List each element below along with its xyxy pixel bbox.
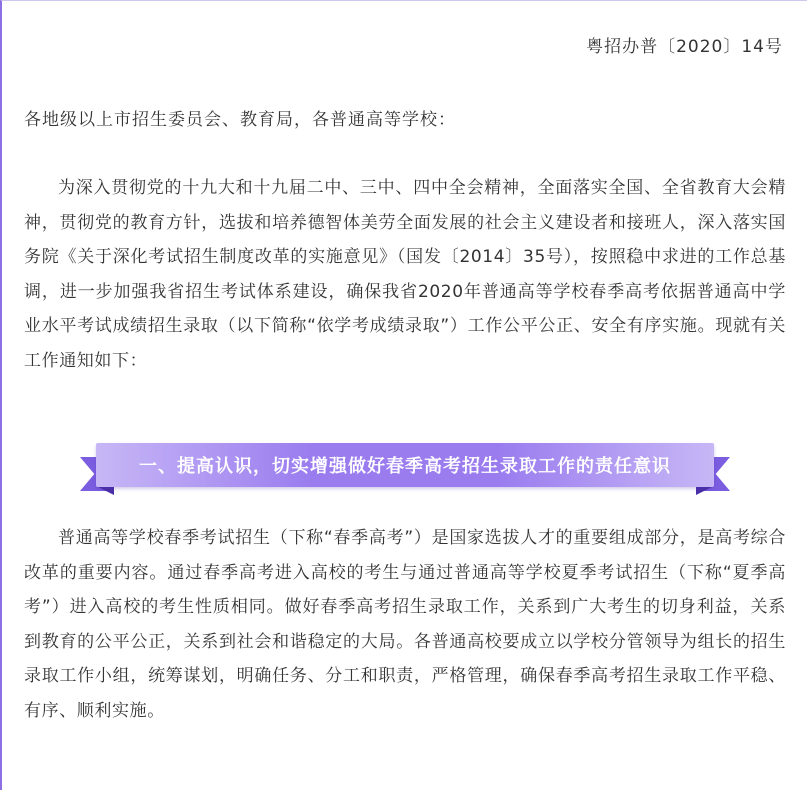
document-number: 粤招办普〔2020〕14号 [586,37,783,57]
banner-body [96,443,714,487]
section-heading-banner [80,443,730,495]
body-paragraph-intro: 为深入贯彻党的十九大和十九届二中、三中、四中全会精神，全面落实全国、全省教育大会精神，贯彻党的教育方针，选拔和培养德智体美劳全面发展的社会主义建设者和接班人，深入落实国务院《关于深化考试招生制度改革的实施意见》（国发〔2014〕35号），按照稳中求进的工作总基调，进一步加强我省招生考试体系建设，确保我省2020年普通高等学校春季高考依据普通高中学业水平考试成绩招生录取（以下简称“依学考成绩录取”）工作公平公正、安全有序实施。现就有关工作通知如下： [24,178,786,371]
ribbon-right-fold [696,487,712,495]
salutation: 各地级以上市招生委员会、教育局，各普通高等学校： [24,110,456,130]
section-title: 一、提高认识，切实增强做好春季高考招生录取工作的责任意识 [139,456,671,477]
body-paragraph-section1: 普通高等学校春季考试招生（下称“春季高考”）是国家选拔人才的重要组成部分，是高考综合改革的重要内容。通过春季高考进入高校的考生与通过普通高等学校夏季考试招生（下称“夏季高考”）进入高校的考生性质相同。做好春季高考招生录取工作，关系到广大考生的切身利益，关系到教育的公平公正，关系到社会和谐稳定的大局。各普通高校要成立以学校分管领导为组长的招生录取工作小组，统筹谋划，明确任务、分工和职责，严格管理，确保春季高考招生录取工作平稳、有序、顺利实施。 [24,528,786,721]
